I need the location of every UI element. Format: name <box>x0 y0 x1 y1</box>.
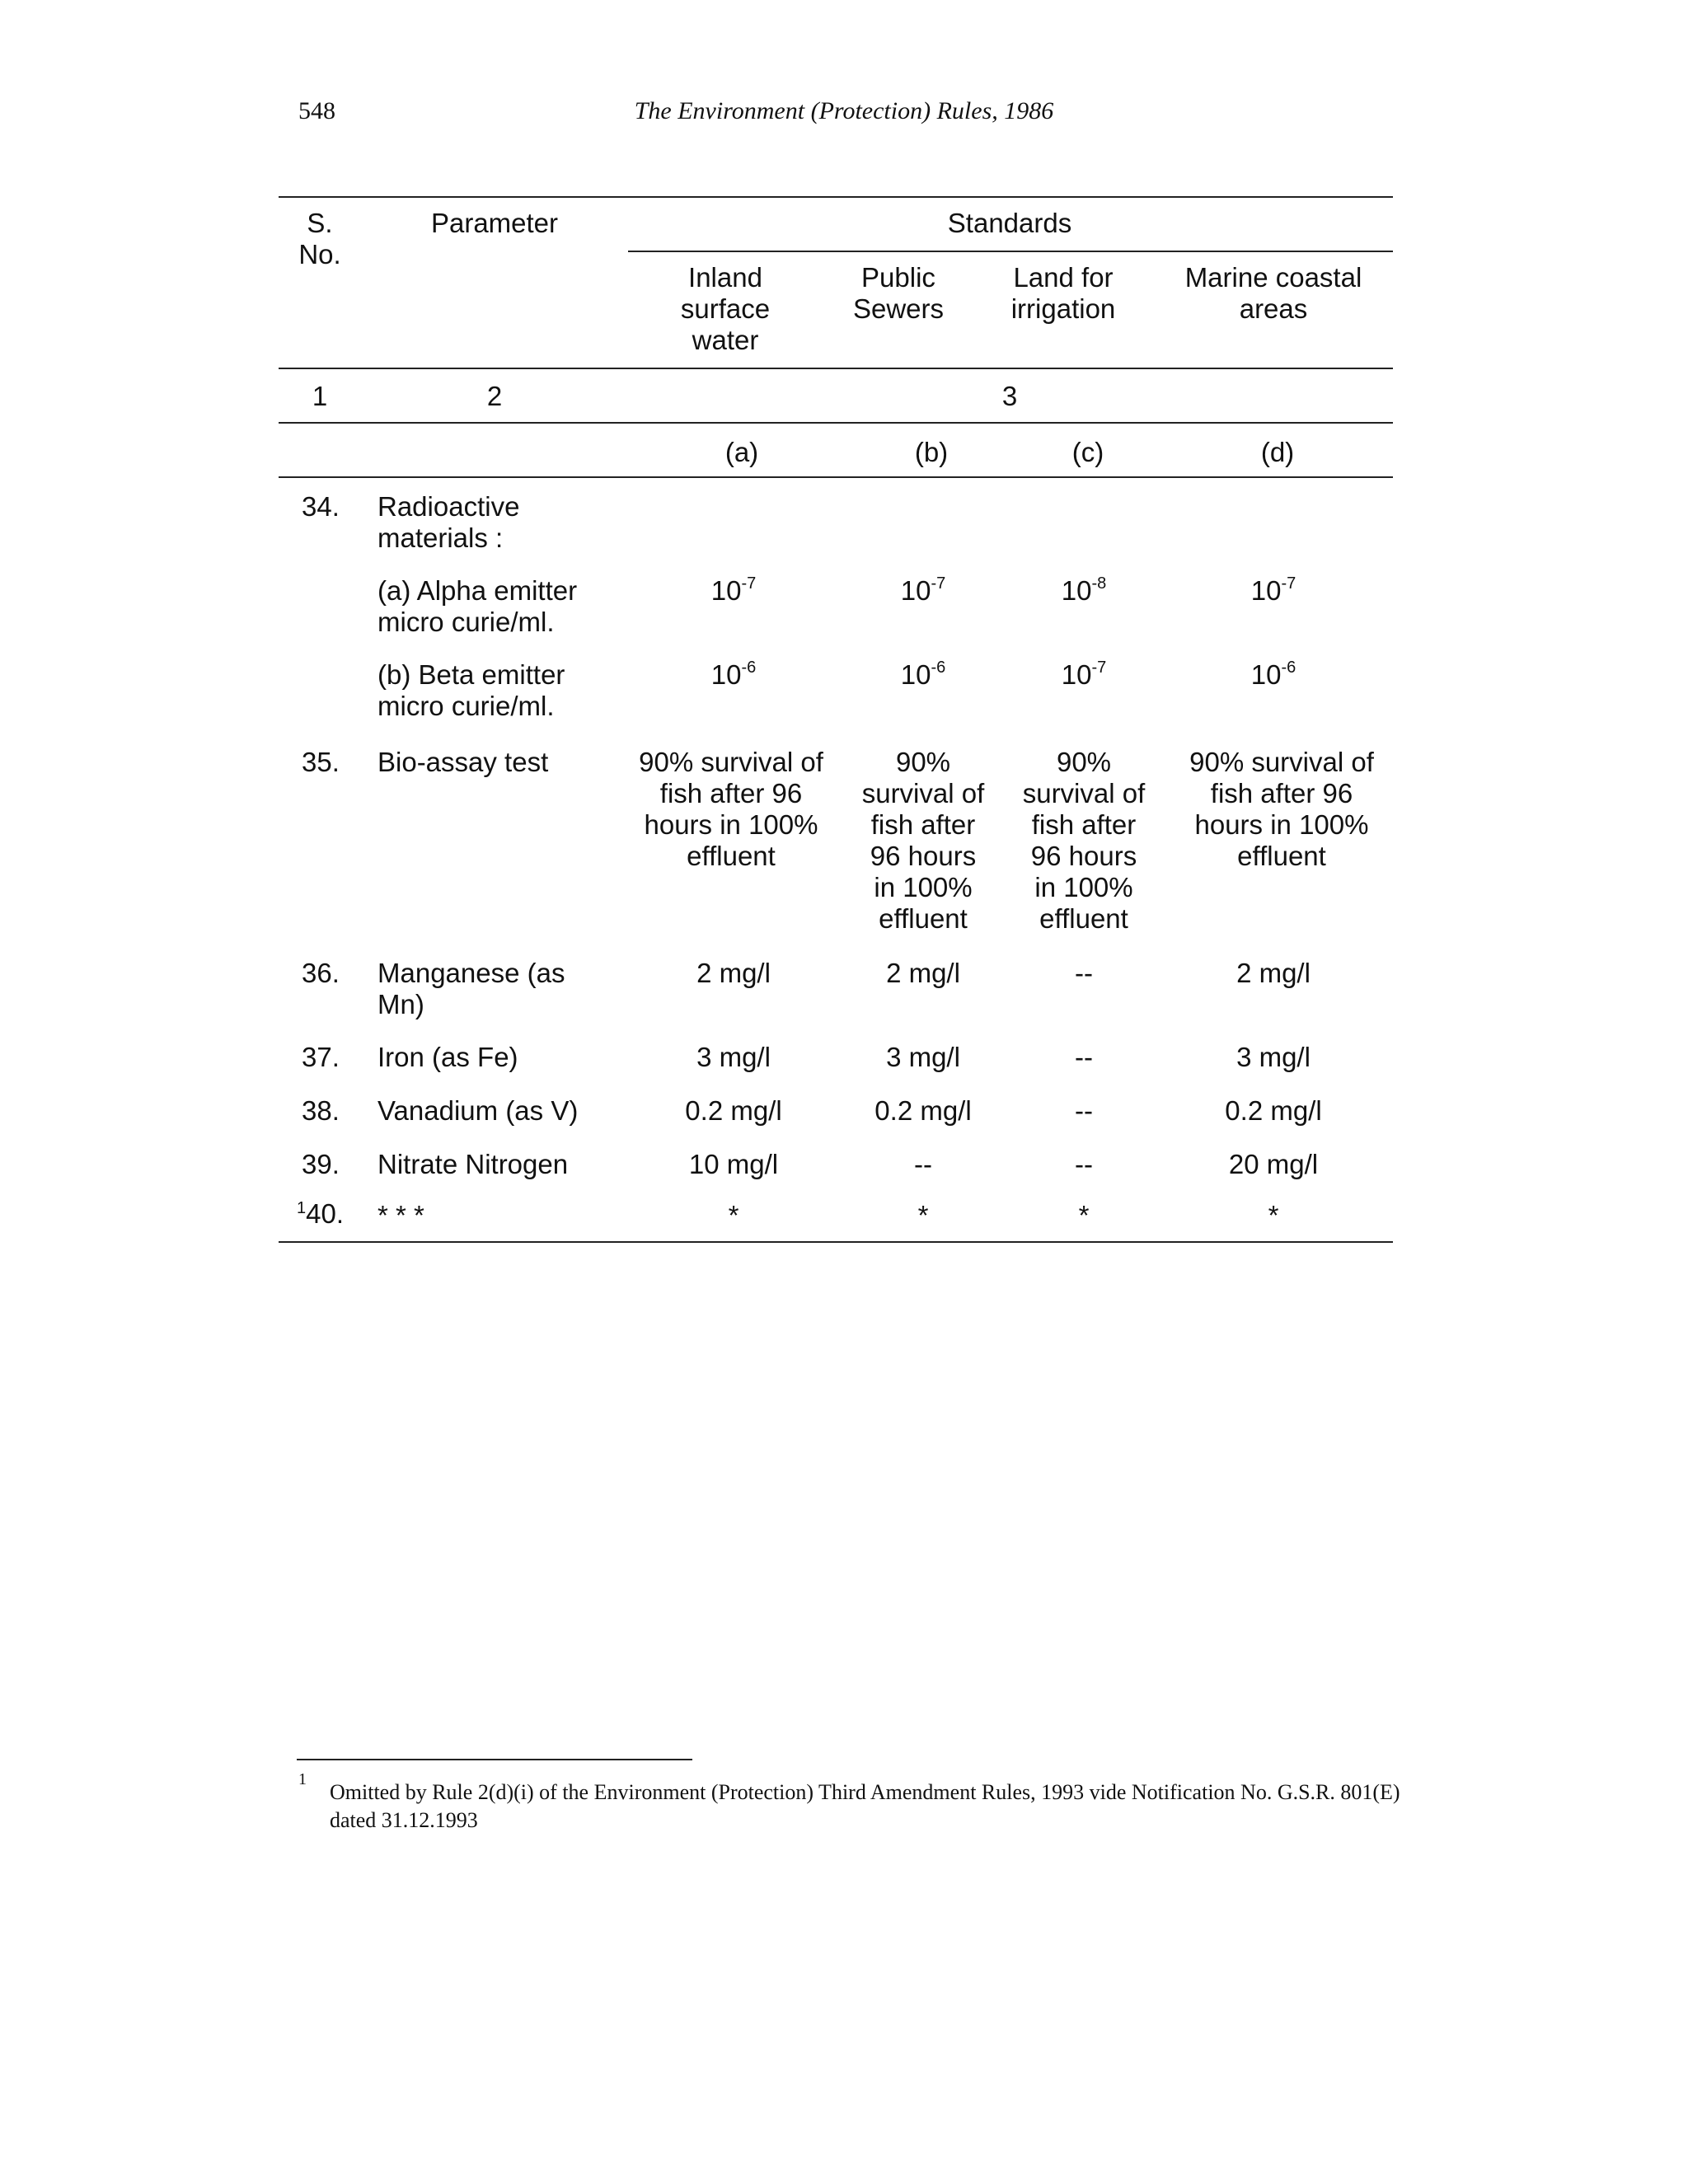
page-number: 548 <box>298 97 335 124</box>
standards-underline <box>628 251 1393 252</box>
value-base: 10 <box>900 659 931 690</box>
row-parameter: * * * <box>377 1200 424 1230</box>
header-public-sewers: Public Sewers <box>852 262 945 324</box>
running-title: The Environment (Protection) Rules, 1986 <box>634 97 1054 124</box>
value-sewers: * <box>917 1200 929 1230</box>
value-base: 10 <box>900 575 931 606</box>
row-sno-number: 40. <box>306 1198 344 1229</box>
value-base: 10 <box>1250 575 1282 606</box>
header-inland-surface-water: Inland surface water <box>680 262 771 355</box>
column-number-rule <box>279 422 1393 424</box>
value-marine <box>1191 575 1356 607</box>
value-inland: 0.2 mg/l <box>685 1095 782 1126</box>
value-sewers <box>841 575 1006 607</box>
row-parameter: (b) Beta emitter micro curie/ml. <box>377 659 565 721</box>
row-sno: 35. <box>302 747 340 777</box>
row-parameter: Nitrate Nitrogen <box>377 1149 569 1179</box>
row-parameter: (a) Alpha emitter micro curie/ml. <box>377 575 578 637</box>
column-number-1: 1 <box>312 381 328 411</box>
value-exponent: -6 <box>931 658 946 677</box>
value-inland: 2 mg/l <box>696 958 771 988</box>
column-number-2: 2 <box>486 381 503 411</box>
value-land: * <box>1078 1200 1090 1230</box>
value-base: 10 <box>1061 575 1092 606</box>
sub-letter-b: (b) <box>914 437 949 467</box>
sub-letter-rule <box>279 476 1393 478</box>
row-parameter: Bio-assay test <box>377 747 549 777</box>
value-land <box>1001 659 1166 691</box>
footnote-reference: 1 <box>297 1199 307 1217</box>
value-sewers: 0.2 mg/l <box>874 1095 972 1126</box>
sub-letter-c: (c) <box>1071 437 1104 467</box>
value-base: 10 <box>710 659 742 690</box>
value-exponent: -7 <box>1281 574 1296 593</box>
header-bottom-rule <box>279 368 1393 369</box>
value-sewers: -- <box>914 1149 932 1179</box>
row-parameter: Iron (as Fe) <box>377 1042 518 1072</box>
value-sewers <box>841 659 1006 691</box>
value-sewers: 90% survival of fish after 96 hours in 100% effluent <box>861 747 985 934</box>
value-land <box>1001 575 1166 607</box>
value-base: 10 <box>1250 659 1282 690</box>
sub-letter-a: (a) <box>724 437 759 467</box>
table-top-rule <box>279 196 1393 198</box>
header-land-for-irrigation: Land for irrigation <box>1010 262 1116 324</box>
value-exponent: -7 <box>1091 658 1107 677</box>
value-inland <box>651 575 816 607</box>
row-sno <box>297 1198 371 1234</box>
column-number-3: 3 <box>1001 381 1018 411</box>
value-land: -- <box>1075 958 1093 988</box>
value-marine: 2 mg/l <box>1236 958 1311 988</box>
value-marine: 3 mg/l <box>1236 1042 1311 1072</box>
value-base: 10 <box>710 575 742 606</box>
row-parameter: Manganese (as Mn) <box>377 958 565 1019</box>
value-marine: 90% survival of fish after 96 hours in 100% effluent <box>1189 747 1374 871</box>
row-sno: 38. <box>302 1095 340 1126</box>
value-land: -- <box>1075 1095 1093 1126</box>
header-sno: S. No. <box>298 208 341 269</box>
value-land: 90% survival of fish after 96 hours in 100% effluent <box>1022 747 1146 934</box>
row-parameter: Radioactive materials : <box>377 491 520 553</box>
row-sno: 36. <box>302 958 340 988</box>
value-marine: 20 mg/l <box>1228 1149 1319 1179</box>
row-sno: 39. <box>302 1149 340 1179</box>
header-marine-coastal-areas: Marine coastal areas <box>1184 262 1362 324</box>
header-parameter: Parameter <box>430 208 559 238</box>
value-inland: 3 mg/l <box>696 1042 771 1072</box>
value-inland: 10 mg/l <box>688 1149 779 1179</box>
value-marine: 0.2 mg/l <box>1225 1095 1322 1126</box>
row-sno: 34. <box>302 491 340 522</box>
value-exponent: -6 <box>741 658 757 677</box>
footnote-text: Omitted by Rule 2(d)(i) of the Environment (Protection) Third Amendment Rules, 1993 vide Notification No. G.S.R. 801(E) dated 31.12.1993 <box>330 1780 1400 1832</box>
header-standards: Standards <box>947 208 1072 238</box>
value-exponent: -7 <box>931 574 946 593</box>
value-exponent: -6 <box>1281 658 1296 677</box>
row-sno: 37. <box>302 1042 340 1072</box>
value-exponent: -8 <box>1091 574 1107 593</box>
value-inland: * <box>728 1200 739 1230</box>
value-inland <box>651 659 816 691</box>
value-inland: 90% survival of fish after 96 hours in 100% effluent <box>639 747 823 871</box>
value-base: 10 <box>1061 659 1092 690</box>
value-marine: * <box>1268 1200 1279 1230</box>
value-exponent: -7 <box>741 574 757 593</box>
value-sewers: 2 mg/l <box>886 958 960 988</box>
row-parameter: Vanadium (as V) <box>377 1095 579 1126</box>
table-bottom-rule <box>279 1241 1393 1243</box>
value-marine <box>1191 659 1356 691</box>
value-land: -- <box>1075 1149 1093 1179</box>
footnote-mark: 1 <box>298 1770 307 1788</box>
footnote-separator <box>297 1759 692 1760</box>
sub-letter-d: (d) <box>1260 437 1295 467</box>
value-land: -- <box>1075 1042 1093 1072</box>
value-sewers: 3 mg/l <box>886 1042 960 1072</box>
